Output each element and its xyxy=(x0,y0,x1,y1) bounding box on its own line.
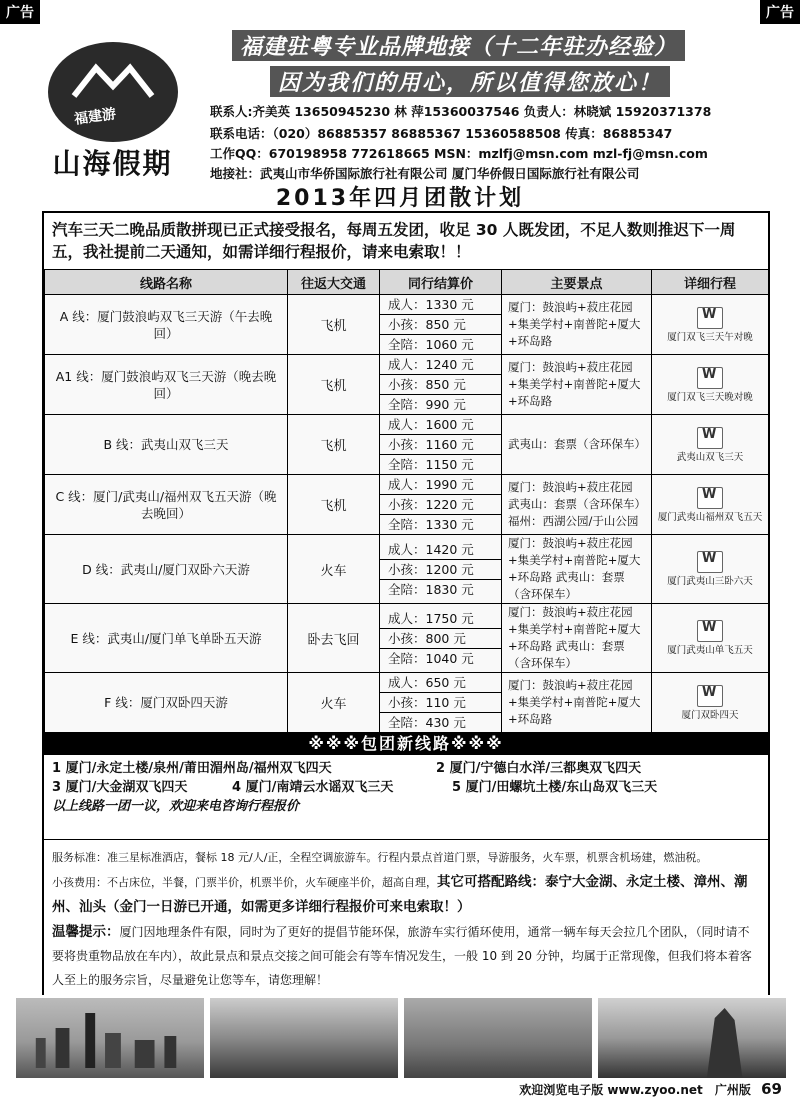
photo-strip xyxy=(16,998,786,1078)
doc-label[interactable]: 厦门双飞三天晚对晚 xyxy=(667,391,753,403)
new-routes-note: 以上线路一团一议，欢迎来电咨询行程报价 xyxy=(52,799,300,814)
price-line: 全陪：990 元 xyxy=(388,397,466,412)
statue-photo xyxy=(598,998,786,1078)
col-header: 往返大交通 xyxy=(288,270,380,295)
price-line: 成人：1750 元 xyxy=(380,609,501,629)
table-row xyxy=(45,535,769,604)
main-spots: 厦门：鼓浪屿+菽庄花园+集美学村+南普陀+厦大+环岛路 xyxy=(502,673,652,733)
main-spots: 厦门：鼓浪屿+菽庄花园 武夷山：套票（含环保车）福州：西湖公园/于山公园 xyxy=(502,475,652,535)
contact-agencies: 地接社：武夷山市华侨国际旅行社有限公司 厦门华侨假日国际旅行社有限公司 xyxy=(210,166,640,181)
route-name: B 线：武夷山双飞三天 xyxy=(45,415,288,475)
table-header-row xyxy=(45,270,769,295)
ad-tag-left: 广告 xyxy=(0,0,40,24)
service-standard: 服务标准：准三星标准酒店，餐标 18 元/人/正，全程空调旅游车。行程内景点首道门票，导游服务，火车票，机票含机场建，燃油税。 xyxy=(52,851,708,864)
warm-tip-label: 温馨提示： xyxy=(52,924,120,940)
table-row xyxy=(45,295,769,355)
price-line: 成人：1330 元 xyxy=(380,295,501,315)
word-doc-icon[interactable] xyxy=(697,367,723,389)
price-line: 全陪：1330 元 xyxy=(388,517,474,532)
tour-table xyxy=(44,269,769,733)
price-line: 小孩：110 元 xyxy=(380,693,501,713)
doc-label[interactable]: 厦门武夷山三卧六天 xyxy=(667,576,753,587)
service-info xyxy=(44,839,768,1002)
other-routes-text: 其它可搭配路线：泰宁大金湖、永定土楼、漳州、潮州、汕头（金门一日游已开通，如需更多详细行程报价可来电索取！） xyxy=(52,874,748,915)
list-item: 2 厦门/宁德白水洋/三都奥双飞四天 xyxy=(436,761,642,776)
price-line: 小孩：1200 元 xyxy=(380,560,501,580)
footer xyxy=(519,1080,782,1098)
price-line: 全陪：430 元 xyxy=(388,715,466,730)
slogan-line-1: 福建驻粤专业品牌地接（十二年驻办经验） xyxy=(232,30,685,61)
price-line: 小孩：850 元 xyxy=(380,315,501,335)
route-name: D 线：武夷山/厦门双卧六天游 xyxy=(45,535,288,604)
transport: 飞机 xyxy=(288,355,380,415)
brand-name: 山海假期 xyxy=(52,147,173,180)
word-doc-icon[interactable] xyxy=(697,620,723,642)
table-row xyxy=(45,604,769,673)
main-spots: 武夷山：套票（含环保车） xyxy=(502,415,652,475)
word-doc-icon[interactable] xyxy=(697,307,723,329)
itinerary-doc[interactable] xyxy=(652,673,769,733)
transport: 飞机 xyxy=(288,295,380,355)
doc-label[interactable]: 武夷山双飞三天 xyxy=(676,451,744,463)
list-item: 5 厦门/田螺坑土楼/东山岛双飞三天 xyxy=(452,780,658,795)
footer-website: 欢迎浏览电子版 www.zyoo.net xyxy=(519,1083,703,1097)
island-photo xyxy=(210,998,398,1078)
price-cell xyxy=(380,355,502,415)
price-cell xyxy=(380,673,502,733)
page-number: 69 xyxy=(761,1080,782,1098)
price-line: 成人：650 元 xyxy=(380,673,501,693)
itinerary-doc[interactable] xyxy=(652,475,769,535)
price-line: 小孩：800 元 xyxy=(380,629,501,649)
logo-mountain-icon xyxy=(48,42,178,142)
col-header: 同行结算价 xyxy=(380,270,502,295)
transport: 卧去飞回 xyxy=(288,604,380,673)
transport: 飞机 xyxy=(288,415,380,475)
price-cell xyxy=(380,535,502,604)
table-row xyxy=(45,415,769,475)
table-row xyxy=(45,355,769,415)
word-doc-icon[interactable] xyxy=(697,487,723,509)
price-line: 全陪：1150 元 xyxy=(388,457,474,472)
ad-tag-right: 广告 xyxy=(760,0,800,24)
col-header: 线路名称 xyxy=(45,270,288,295)
doc-label[interactable]: 厦门武夷山单飞五天 xyxy=(667,645,753,656)
price-line: 小孩：1220 元 xyxy=(380,495,501,515)
price-line: 小孩：850 元 xyxy=(380,375,501,395)
warm-tip-text: 厦门因地理条件有限，同时为了更好的提倡节能环保，旅游车实行循环使用，通常一辆车每天会拉几个团队，（同时请不要将贵重物品放在车内），故此景点和景点交接之间可能会有等车情况发生，一般 10 到 20 分钟，均属于正常现像，但我们将本着客人至上的服务宗旨，尽量避免让您等车，请您理解！ xyxy=(52,925,752,987)
contact-qq-msn: 工作QQ：670198958 772618665 MSN：mzlfj@msn.com mzl-fj@msn.com xyxy=(210,146,708,161)
tour-plan-box xyxy=(42,211,770,995)
slogan-line-2: 因为我们的用心，所以值得您放心！ xyxy=(270,66,670,97)
new-routes-list xyxy=(44,755,768,839)
warm-tip xyxy=(52,920,760,992)
contact-phones: 联系电话：（020）86885357 86885367 15360588508 传真：86885347 xyxy=(210,126,673,141)
header xyxy=(0,0,800,210)
price-cell xyxy=(380,295,502,355)
city-skyline-photo xyxy=(16,998,204,1078)
transport: 火车 xyxy=(288,535,380,604)
contact-people: 联系人:齐美英 13650945230 林 萍15360037546 负责人：林晓斌 15920371378 xyxy=(210,104,712,119)
child-fees xyxy=(52,870,760,920)
main-spots: 厦门：鼓浪屿+菽庄花园+集美学村+南普陀+厦大+环岛路 武夷山：套票（含环保车） xyxy=(502,604,652,673)
main-spots: 厦门：鼓浪屿+菽庄花园+集美学村+南普陀+厦大+环岛路 xyxy=(502,295,652,355)
page-title: 2013年四月团散计划 xyxy=(275,186,525,211)
price-cell xyxy=(380,475,502,535)
itinerary-doc[interactable] xyxy=(652,355,769,415)
route-name: A 线：厦门鼓浪屿双飞三天游（午去晚回） xyxy=(45,295,288,355)
price-line: 成人：1420 元 xyxy=(380,540,501,560)
route-name: C 线：厦门/武夷山/福州双飞五天游（晚去晚回） xyxy=(45,475,288,535)
itinerary-doc[interactable] xyxy=(652,535,769,604)
main-spots: 厦门：鼓浪屿+菽庄花园+集美学村+南普陀+厦大+环岛路 xyxy=(502,355,652,415)
route-name: E 线：武夷山/厦门单飞单卧五天游 xyxy=(45,604,288,673)
footer-edition: 广州版 xyxy=(714,1083,751,1097)
logo xyxy=(30,42,190,180)
route-name: F 线：厦门双卧四天游 xyxy=(45,673,288,733)
transport: 火车 xyxy=(288,673,380,733)
price-cell xyxy=(380,604,502,673)
child-fees-text: 小孩费用：不占床位，半餐，门票半价，机票半价，火车硬座半价，超高自理， xyxy=(52,876,437,889)
list-item: 1 厦门/永定土楼/泉州/莆田湄州岛/福州双飞四天 xyxy=(52,761,332,776)
word-doc-icon[interactable] xyxy=(697,551,723,573)
logo-band-text: 福建游 xyxy=(73,106,118,128)
new-routes-title: ※※※包团新线路※※※ xyxy=(44,733,768,755)
notice-text: 汽车三天二晚品质散拼现已正式接受报名，每周五发团，收足 30 人既发团，不足人数则推迟下一周五，我社提前二天通知，如需详细行程报价，请来电索取！！ xyxy=(44,213,768,269)
doc-label[interactable]: 厦门双飞三天午对晚 xyxy=(667,331,753,343)
list-item: 3 厦门/大金湖双飞四天 xyxy=(52,780,188,795)
route-name: A1 线：厦门鼓浪屿双飞三天游（晚去晚回） xyxy=(45,355,288,415)
itinerary-doc[interactable] xyxy=(652,604,769,673)
price-line: 成人：1600 元 xyxy=(380,415,501,435)
price-line: 全陪：1830 元 xyxy=(388,581,474,597)
col-header: 详细行程 xyxy=(652,270,769,295)
word-doc-icon[interactable] xyxy=(697,685,723,707)
price-line: 全陪：1040 元 xyxy=(388,650,474,666)
word-doc-icon[interactable] xyxy=(697,427,723,449)
itinerary-doc[interactable] xyxy=(652,415,769,475)
table-row xyxy=(45,475,769,535)
price-line: 全陪：1060 元 xyxy=(388,337,474,352)
price-line: 成人：1240 元 xyxy=(380,355,501,375)
col-header: 主要景点 xyxy=(502,270,652,295)
doc-label[interactable]: 厦门武夷山福州双飞五天 xyxy=(657,511,763,523)
price-cell xyxy=(380,415,502,475)
price-line: 成人：1990 元 xyxy=(380,475,501,495)
transport: 飞机 xyxy=(288,475,380,535)
price-line: 小孩：1160 元 xyxy=(380,435,501,455)
itinerary-doc[interactable] xyxy=(652,295,769,355)
harbor-photo xyxy=(404,998,592,1078)
table-row xyxy=(45,673,769,733)
doc-label[interactable]: 厦门双卧四天 xyxy=(681,709,739,721)
main-spots: 厦门：鼓浪屿+菽庄花园+集美学村+南普陀+厦大+环岛路 武夷山：套票（含环保车） xyxy=(502,535,652,604)
list-item: 4 厦门/南靖云水谣双飞三天 xyxy=(232,780,394,795)
